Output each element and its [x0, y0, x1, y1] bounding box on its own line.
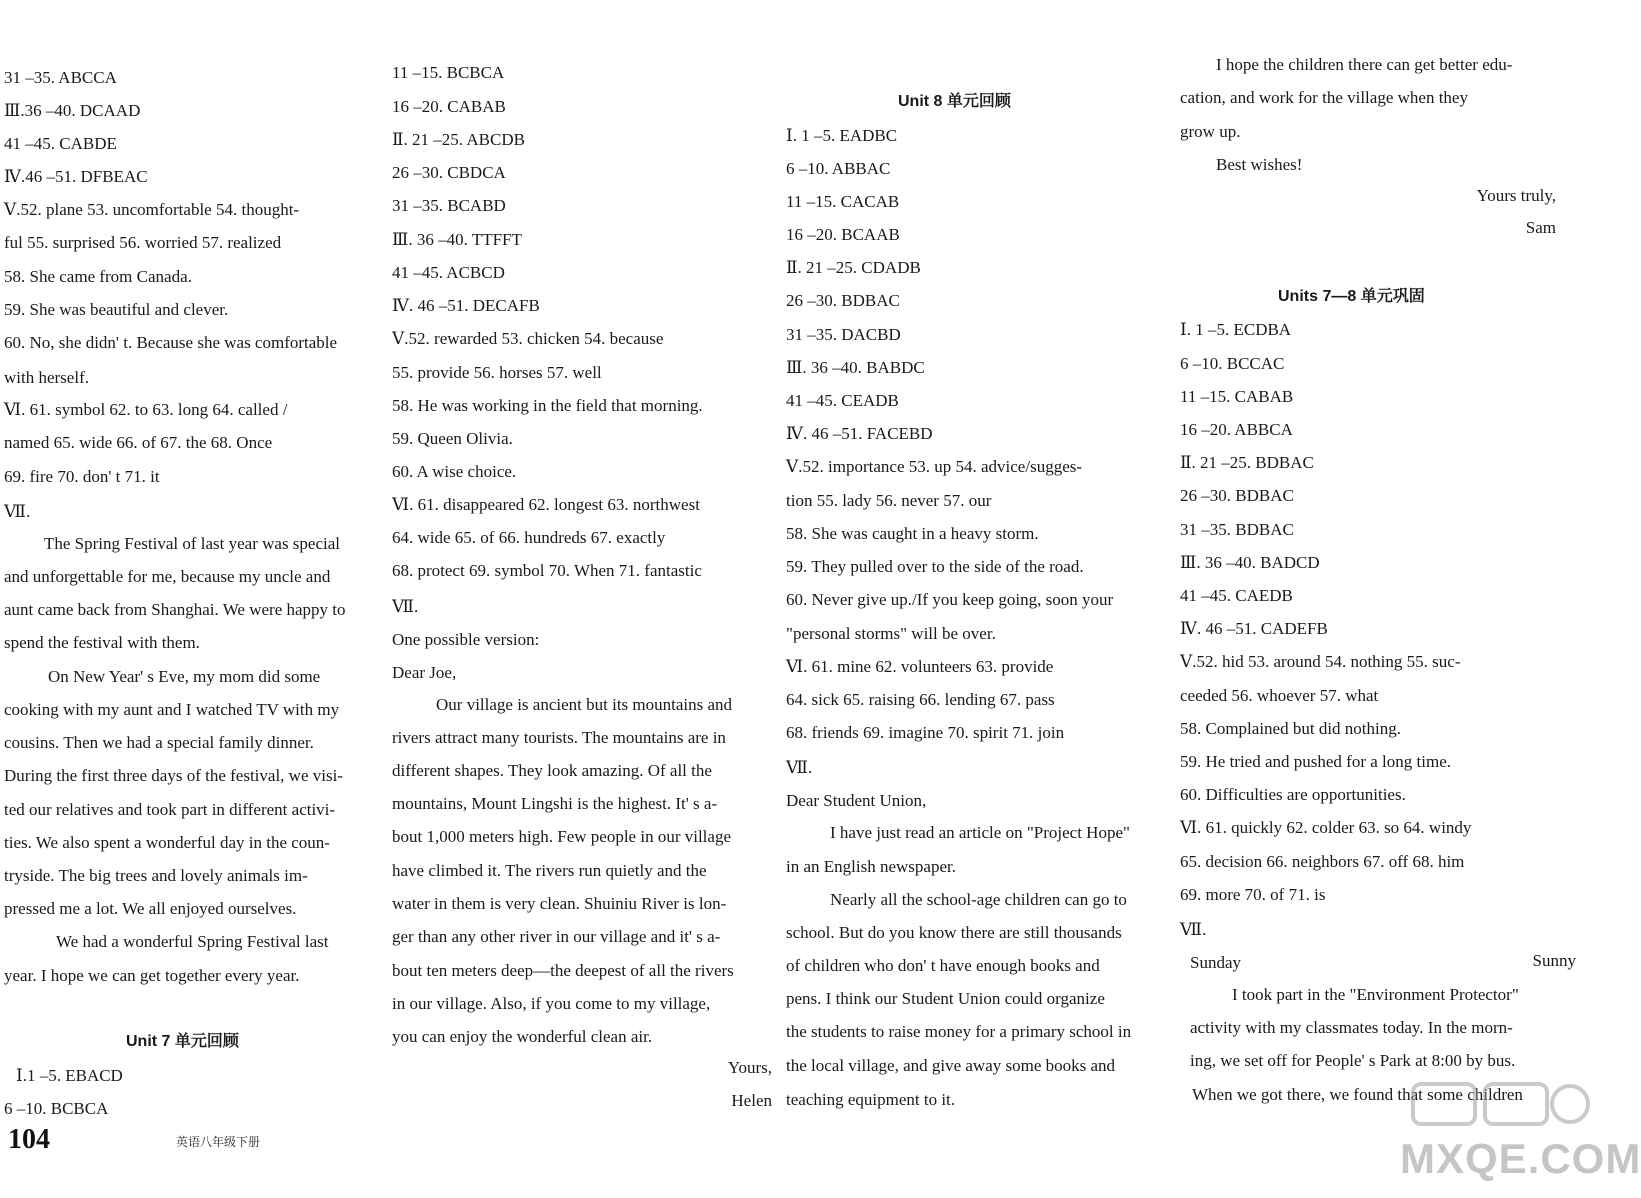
answer-line: Ⅲ. 36 –40. BABDC	[786, 358, 925, 377]
answer-line: Ⅰ. 1 –5. EADBC	[786, 126, 898, 145]
answer-line: Ⅰ. 1 –5. ECDBA	[1180, 320, 1292, 339]
essay-line: ing, we set off for People' s Park at 8:00 by bus.	[1190, 1051, 1516, 1070]
essay-line: Nearly all the school-age children can go to	[830, 890, 1127, 909]
diary-weather: Sunny	[1532, 951, 1576, 970]
essay-line: the local village, and give away some books and	[786, 1056, 1116, 1075]
answer-line: 60. Never give up./If you keep going, soon your	[786, 590, 1114, 609]
answer-line: named 65. wide 66. of 67. the 68. Once	[4, 433, 273, 452]
answer-line: 60. Difficulties are opportunities.	[1180, 785, 1406, 804]
diary-day: Sunday	[1190, 953, 1241, 972]
watermark-text: MXQE.COM	[1400, 1135, 1641, 1182]
essay-line: rivers attract many tourists. The mountains are in	[392, 728, 726, 747]
essay-line: mountains, Mount Lingshi is the highest. It' s a-	[392, 794, 718, 813]
essay-line: cousins. Then we had a special family dinner.	[4, 733, 314, 752]
answer-line: Ⅳ. 46 –51. CADEFB	[1180, 619, 1328, 638]
closing-line: Yours,	[727, 1058, 772, 1077]
answer-line: Ⅵ. 61. disappeared 62. longest 63. northwest	[392, 495, 700, 514]
essay-line: activity with my classmates today. In the morn-	[1190, 1018, 1513, 1037]
answer-line: 60. No, she didn' t. Because she was comfortable	[4, 333, 338, 352]
answer-line: Ⅴ.52. hid 53. around 54. nothing 55. suc-	[1180, 652, 1461, 671]
essay-line: ties. We also spent a wonderful day in the coun-	[4, 833, 330, 852]
answer-line: 58. She came from Canada.	[4, 267, 192, 286]
essay-line: and unforgettable for me, because my uncle and	[4, 567, 331, 586]
essay-line: When we got there, we found that some children	[1192, 1085, 1523, 1104]
essay-line: cooking with my aunt and I watched TV with my	[4, 700, 340, 719]
answer-line: 31 –35. BCABD	[392, 196, 506, 215]
essay-line: bout 1,000 meters high. Few people in our village	[392, 827, 731, 846]
answer-line: 11 –15. BCBCA	[392, 63, 505, 82]
answer-line: 26 –30. BDBAC	[1180, 486, 1294, 505]
section-marker: Ⅶ.	[786, 758, 813, 777]
essay-line: ted our relatives and took part in different activi-	[4, 800, 336, 819]
signature-name: Sam	[1525, 218, 1556, 237]
answer-line: 58. She was caught in a heavy storm.	[786, 524, 1039, 543]
units-7-8-heading: Units 7—8 单元巩固	[1278, 288, 1425, 305]
answer-line: 58. Complained but did nothing.	[1180, 719, 1401, 738]
essay-line: have climbed it. The rivers run quietly and the	[392, 861, 707, 880]
essay-line: The Spring Festival of last year was special	[44, 534, 341, 553]
section-marker: Ⅶ.	[392, 597, 419, 616]
answer-line: 26 –30. CBDCA	[392, 163, 506, 182]
answer-line: Ⅳ. 46 –51. DECAFB	[392, 296, 540, 315]
answer-line: 64. sick 65. raising 66. lending 67. pass	[786, 690, 1055, 709]
essay-line: pens. I think our Student Union could organize	[786, 989, 1105, 1008]
answer-line: 65. decision 66. neighbors 67. off 68. him	[1180, 852, 1465, 871]
answer-line: 58. He was working in the field that morning.	[392, 396, 703, 415]
essay-line: Dear Student Union,	[786, 791, 927, 810]
answer-line: Ⅲ. 36 –40. BADCD	[1180, 553, 1320, 572]
answer-line: Ⅱ. 21 –25. BDBAC	[1180, 453, 1314, 472]
answer-line: 16 –20. ABBCA	[1180, 420, 1293, 439]
answer-line: tion 55. lady 56. never 57. our	[786, 491, 992, 510]
essay-line: bout ten meters deep—the deepest of all the rivers	[392, 961, 734, 980]
answer-line: 59. He tried and pushed for a long time.	[1180, 752, 1451, 771]
answer-line: 16 –20. BCAAB	[786, 225, 900, 244]
answer-line: "personal storms" will be over.	[786, 624, 996, 643]
answer-line: ceeded 56. whoever 57. what	[1180, 686, 1379, 705]
answer-line: 31 –35. BDBAC	[1180, 520, 1294, 539]
essay-line: aunt came back from Shanghai. We were happy to	[4, 600, 346, 619]
essay-line: spend the festival with them.	[4, 633, 200, 652]
essay-line: the students to raise money for a primary school in	[786, 1022, 1132, 1041]
essay-line: in our village. Also, if you come to my village,	[392, 994, 711, 1013]
essay-line: Dear Joe,	[392, 663, 457, 682]
answer-line: 31 –35. ABCCA	[4, 68, 117, 87]
answer-line: Ⅳ. 46 –51. FACEBD	[786, 424, 933, 443]
answer-line: 55. provide 56. horses 57. well	[392, 363, 602, 382]
unit-8-heading: Unit 8 单元回顾	[898, 93, 1011, 110]
answer-line: 69. fire 70. don' t 71. it	[4, 467, 160, 486]
essay-line: pressed me a lot. We all enjoyed ourselves.	[4, 899, 297, 918]
unit-7-heading: Unit 7 单元回顾	[126, 1033, 239, 1050]
essay-line: water in them is very clean. Shuiniu River is lon-	[392, 894, 727, 913]
closing-line: Best wishes!	[1216, 155, 1303, 174]
answer-line: 41 –45. ACBCD	[392, 263, 505, 282]
answer-line: 68. protect 69. symbol 70. When 71. fantastic	[392, 561, 702, 580]
answer-line: 26 –30. BDBAC	[786, 291, 900, 310]
answer-line: 41 –45. CABDE	[4, 134, 117, 153]
essay-line: Our village is ancient but its mountains and	[436, 695, 733, 714]
answer-line: 41 –45. CAEDB	[1180, 586, 1293, 605]
signature-name: Helen	[731, 1091, 772, 1110]
essay-line: of children who don' t have enough books and	[786, 956, 1100, 975]
answer-line: Ⅴ.52. plane 53. uncomfortable 54. thought-	[4, 200, 300, 219]
answer-line: 64. wide 65. of 66. hundreds 67. exactly	[392, 528, 666, 547]
answer-line: ful 55. surprised 56. worried 57. realized	[4, 233, 282, 252]
essay-line: One possible version:	[392, 630, 540, 649]
answer-line: Ⅰ.1 –5. EBACD	[16, 1066, 123, 1085]
essay-line: you can enjoy the wonderful clean air.	[392, 1027, 653, 1046]
essay-line: I took part in the "Environment Protector"	[1232, 985, 1519, 1004]
answer-line: 6 –10. BCCAC	[1180, 354, 1285, 373]
essay-line: I hope the children there can get better edu-	[1216, 55, 1513, 74]
essay-line: During the first three days of the festival, we visi-	[4, 766, 343, 785]
answer-line: 11 –15. CABAB	[1180, 387, 1294, 406]
closing-line: Yours truly,	[1476, 186, 1556, 205]
essay-line: school. But do you know there are still thousands	[786, 923, 1122, 942]
answer-line: Ⅴ.52. rewarded 53. chicken 54. because	[392, 329, 664, 348]
answer-line: 59. She was beautiful and clever.	[4, 300, 229, 319]
answer-line: with herself.	[4, 368, 89, 387]
answer-line: Ⅵ. 61. symbol 62. to 63. long 64. called /	[4, 400, 288, 419]
answer-line: 6 –10. BCBCA	[4, 1099, 109, 1118]
answer-line: 16 –20. CABAB	[392, 97, 506, 116]
section-marker: Ⅶ.	[1180, 920, 1207, 939]
essay-line: cation, and work for the village when they	[1180, 88, 1468, 107]
answer-line: Ⅵ. 61. quickly 62. colder 63. so 64. windy	[1180, 818, 1472, 837]
essay-line: in an English newspaper.	[786, 857, 956, 876]
answer-line: Ⅱ. 21 –25. ABCDB	[392, 130, 525, 149]
answer-line: 69. more 70. of 71. is	[1180, 885, 1326, 904]
essay-line: different shapes. They look amazing. Of all the	[392, 761, 712, 780]
answer-line: 31 –35. DACBD	[786, 325, 901, 344]
answer-line: Ⅲ.36 –40. DCAAD	[4, 101, 141, 120]
answer-line: 41 –45. CEADB	[786, 391, 899, 410]
answer-line: 68. friends 69. imagine 70. spirit 71. join	[786, 723, 1065, 742]
essay-line: tryside. The big trees and lovely animals im-	[4, 866, 308, 885]
answer-line: 6 –10. ABBAC	[786, 159, 891, 178]
essay-line: We had a wonderful Spring Festival last	[56, 932, 329, 951]
essay-line: ger than any other river in our village and it' s a-	[392, 927, 721, 946]
answer-line: 59. Queen Olivia.	[392, 429, 513, 448]
essay-line: grow up.	[1180, 122, 1241, 141]
answer-line: Ⅱ. 21 –25. CDADB	[786, 258, 921, 277]
essay-line: On New Year' s Eve, my mom did some	[48, 667, 321, 686]
section-marker: Ⅶ.	[4, 502, 31, 521]
answer-line: Ⅵ. 61. mine 62. volunteers 63. provide	[786, 657, 1054, 676]
essay-line: I have just read an article on "Project Hope"	[830, 823, 1130, 842]
answer-line: 11 –15. CACAB	[786, 192, 900, 211]
answer-line: 59. They pulled over to the side of the road.	[786, 557, 1084, 576]
answer-line: 60. A wise choice.	[392, 462, 517, 481]
answer-line: Ⅳ.46 –51. DFBEAC	[4, 167, 148, 186]
page-number: 104	[8, 1124, 50, 1155]
answer-line: Ⅴ.52. importance 53. up 54. advice/sugges-	[786, 457, 1083, 476]
essay-line: teaching equipment to it.	[786, 1090, 956, 1109]
answer-line: Ⅲ. 36 –40. TTFFT	[392, 230, 522, 249]
essay-line: year. I hope we can get together every year.	[4, 966, 300, 985]
book-title: 英语八年级下册	[176, 1135, 261, 1149]
